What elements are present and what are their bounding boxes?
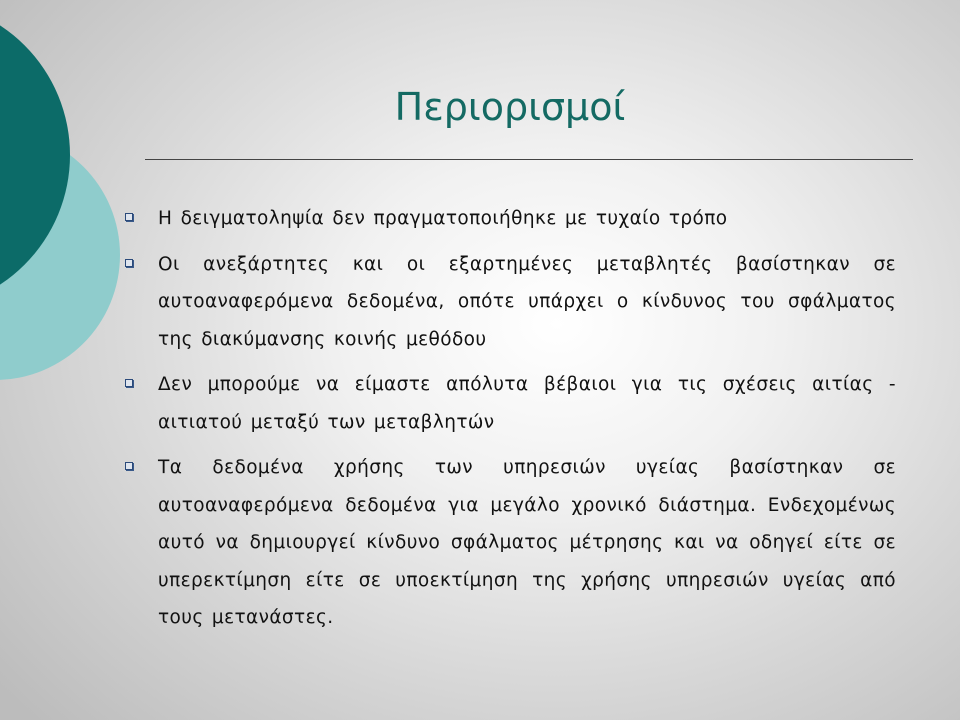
bullet-list [122,200,896,645]
square-bullet-icon [125,213,133,221]
bullet-item [122,246,896,359]
title-divider [145,159,913,160]
bullet-text: Τα δεδομένα χρήσης των υπηρεσιών υγείας βασίστηκαν σε αυτοαναφερόμενα δεδομένα για μεγάλο χρονικό διάστημα. Ενδεχομένως αυτό να δημιουργεί κίνδυνο σφάλματος μέτρησης και να οδηγεί είτε σε υπερεκτίμηση είτε σε υποεκτίμηση της χρήσης υπηρεσιών υγείας από τους μετανάστες. [158,457,896,628]
bullet-text: Δεν μπορούμε να είμαστε απόλυτα βέβαιοι για τις σχέσεις αιτίας - αιτιατού μεταξύ των μεταβλητών [158,374,896,433]
bullet-item [122,449,896,637]
bullet-item [122,200,896,238]
bullet-item [122,366,896,441]
bullet-text: Η δειγματοληψία δεν πραγματοποιήθηκε με τυχαίο τρόπο [158,208,728,229]
slide-title: Περιορισμοί [394,85,626,129]
square-bullet-icon [125,379,133,387]
bullet-text: Οι ανεξάρτητες και οι εξαρτημένες μεταβλητές βασίστηκαν σε αυτοαναφερόμενα δεδομένα, οπότε υπάρχει ο κίνδυνος του σφάλματος της διακύμανσης κοινής μεθόδου [158,253,896,350]
square-bullet-icon [125,259,133,267]
square-bullet-icon [125,462,133,470]
